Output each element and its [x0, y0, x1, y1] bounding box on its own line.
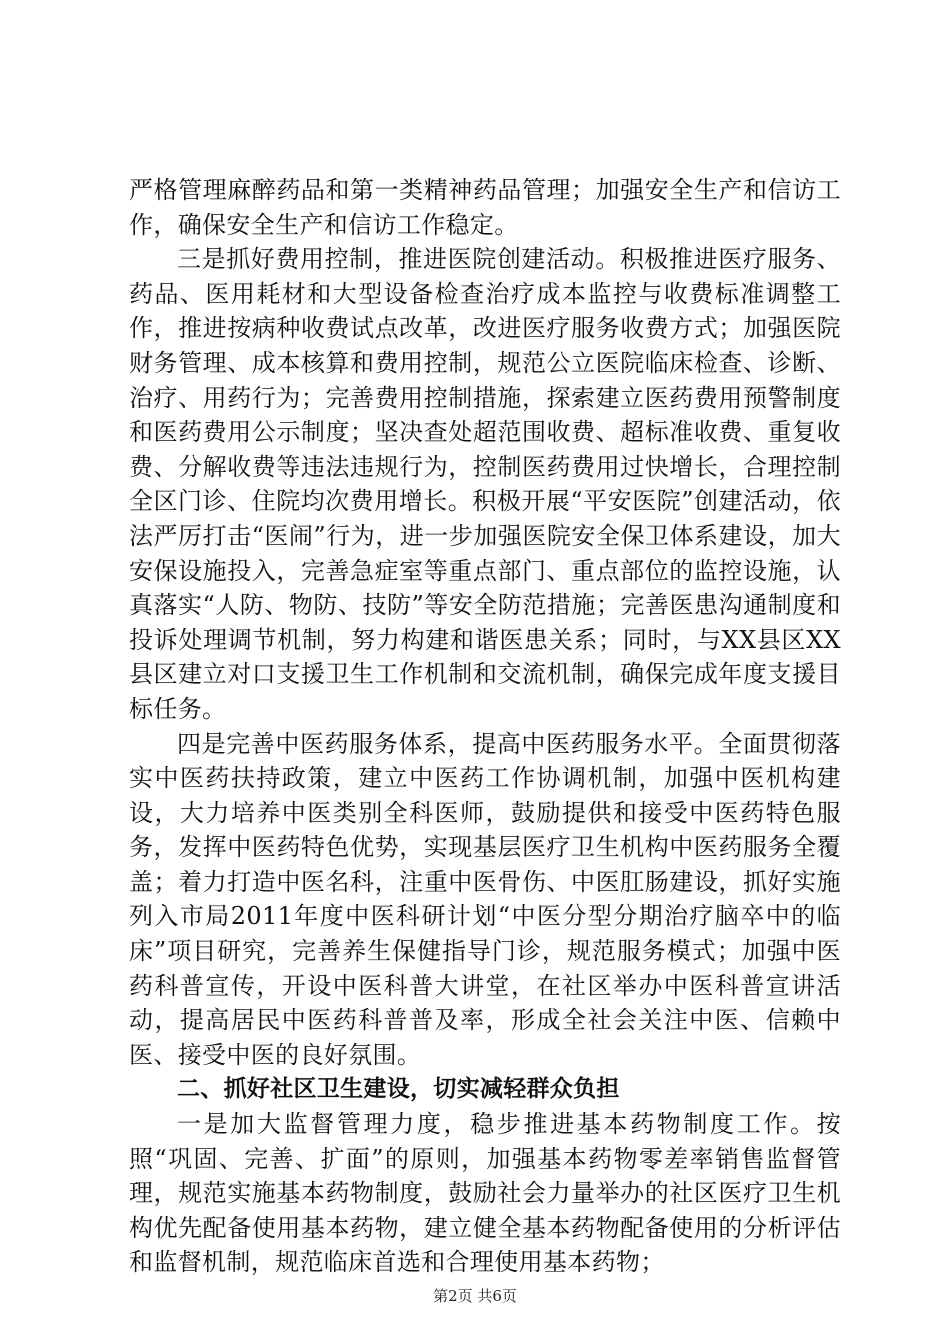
document-body	[129, 173, 841, 1280]
paragraph-continuation: 严格管理麻醉药品和第一类精神药品管理；加强安全生产和信访工作，确保安全生产和信访工作稳定。	[129, 176, 841, 239]
paragraph-tcm-services: 四是完善中医药服务体系，提高中医药服务水平。全面贯彻落实中医药扶持政策，建立中医药工作协调机制，加强中医机构建设，大力培养中医类别全科医师，鼓励提供和接受中医药特色服务，发挥中医药特色优势，实现基层医疗卫生机构中医药服务全覆盖；着力打造中医名科，注重中医骨伤、中医肛肠建设，抓好实施列入市局2011年度中医科研计划“中医分型分期治疗脑卒中的临床”项目研究，完善养生保健指导门诊，规范服务模式；加强中医药科普宣传，开设中医科普大讲堂，在社区举办中医科普宣讲活动，提高居民中医药科普普及率，形成全社会关注中医、信赖中医、接受中医的良好氛围。	[129, 729, 841, 1069]
paragraph-essential-drugs: 一是加大监督管理力度，稳步推进基本药物制度工作。按照“巩固、完善、扩面”的原则，加强基本药物零差率销售监督管理，规范实施基本药物制度，鼓励社会力量举办的社区医疗卫生机构优先配备使用基本药物，建立健全基本药物配备使用的分析评估和监督机制，规范临床首选和合理使用基本药物；	[129, 1110, 841, 1277]
page-footer: 第2页 共6页	[433, 1287, 517, 1305]
paragraph-cost-control: 三是抓好费用控制，推进医院创建活动。积极推进医疗服务、药品、医用耗材和大型设备检查治疗成本监控与收费标准调整工作，推进按病种收费试点改革，改进医疗服务收费方式；加强医院财务管理、成本核算和费用控制，规范公立医院临床检查、诊断、治疗、用药行为；完善费用控制措施，探索建立医药费用预警制度和医药费用公示制度；坚决查处超范围收费、超标准收费、重复收费、分解收费等违法违规行为，控制医药费用过快增长，合理控制全区门诊、住院均次费用增长。积极开展“平安医院”创建活动，依法严厉打击“医闹”行为，进一步加强医院安全保卫体系建设，加大安保设施投入，完善急症室等重点部门、重点部位的监控设施，认真落实“人防、物防、技防”等安全防范措施；完善医患沟通制度和投诉处理调节机制，努力构建和谐医患关系；同时，与XX县区XX县区建立对口支援卫生工作机制和交流机制，确保完成年度支援目标任务。	[129, 245, 841, 723]
section-heading: 二、抓好社区卫生建设，切实减轻群众负担	[177, 1076, 620, 1103]
